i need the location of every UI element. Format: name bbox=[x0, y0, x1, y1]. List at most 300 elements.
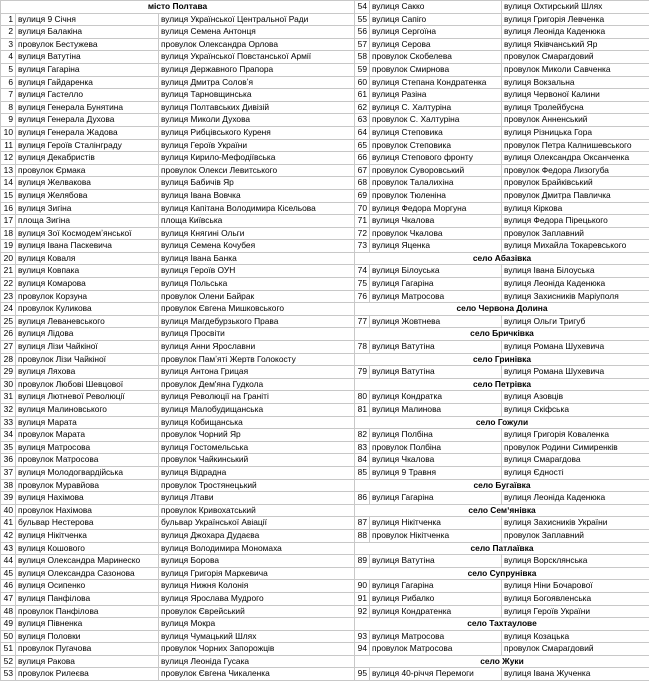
old-name-cell[interactable]: вулиця 40-річчя Перемоги bbox=[370, 668, 502, 681]
old-name-cell[interactable]: вулиця Чкалова bbox=[370, 454, 502, 467]
new-name-cell[interactable]: вулиця Чумацький Шлях bbox=[159, 630, 355, 643]
row-number-cell[interactable]: 27 bbox=[1, 341, 16, 354]
old-name-cell[interactable]: провулок Смирнова bbox=[370, 63, 502, 76]
new-name-cell[interactable]: вулиця Івана Вовчка bbox=[159, 189, 355, 202]
new-name-cell[interactable]: вулиця Державного Прапора bbox=[159, 63, 355, 76]
old-name-cell[interactable]: вулиця Гагаріна bbox=[370, 580, 502, 593]
old-name-cell[interactable]: вулиця Сакко bbox=[370, 1, 502, 14]
old-name-cell[interactable]: вулиця Олександра Сазонова bbox=[16, 567, 159, 580]
new-name-cell[interactable]: вулиця Гостомельська bbox=[159, 441, 355, 454]
new-name-cell[interactable]: вулиця Леоніда Каденюка bbox=[502, 26, 649, 39]
new-name-cell[interactable]: вулиця Просвіти bbox=[159, 328, 355, 341]
new-name-cell[interactable]: вулиця Магдебурзького Права bbox=[159, 315, 355, 328]
row-number-cell[interactable]: 36 bbox=[1, 454, 16, 467]
row-number-cell[interactable]: 44 bbox=[1, 555, 16, 568]
new-name-cell[interactable]: провулок Родини Симиренків bbox=[502, 441, 649, 454]
old-name-cell[interactable]: провулок Панфілова bbox=[16, 605, 159, 618]
row-number-cell[interactable]: 14 bbox=[1, 177, 16, 190]
old-name-cell[interactable]: вулиця Малинова bbox=[370, 404, 502, 417]
old-name-cell[interactable]: вулиця Разіна bbox=[370, 89, 502, 102]
new-name-cell[interactable]: вулиця Охтирський Шлях bbox=[502, 1, 649, 14]
row-number-cell[interactable]: 90 bbox=[355, 580, 370, 593]
row-number-cell[interactable]: 18 bbox=[1, 227, 16, 240]
row-number-cell[interactable]: 16 bbox=[1, 202, 16, 215]
old-name-cell[interactable]: вулиця Панфілова bbox=[16, 592, 159, 605]
section-header-cell[interactable]: село Тахтаулове bbox=[355, 618, 649, 631]
old-name-cell[interactable]: вулиця Генерала Жадова bbox=[16, 126, 159, 139]
row-number-cell[interactable]: 84 bbox=[355, 454, 370, 467]
new-name-cell[interactable]: провулок Євгена Мишковського bbox=[159, 303, 355, 316]
row-number-cell[interactable]: 48 bbox=[1, 605, 16, 618]
old-name-cell[interactable]: вулиця Зої Космодемʼянської bbox=[16, 227, 159, 240]
new-name-cell[interactable]: вулиця Романа Шухевича bbox=[502, 341, 649, 354]
row-number-cell[interactable]: 34 bbox=[1, 429, 16, 442]
old-name-cell[interactable]: вулиця Лідова bbox=[16, 328, 159, 341]
old-name-cell[interactable]: вулиця Ватутіна bbox=[370, 555, 502, 568]
new-name-cell[interactable]: провулок Олександра Орлова bbox=[159, 38, 355, 51]
old-name-cell[interactable]: вулиця Молодогвардійська bbox=[16, 466, 159, 479]
new-name-cell[interactable]: вулиця Романа Шухевича bbox=[502, 366, 649, 379]
old-name-cell[interactable]: вулиця Ковпака bbox=[16, 265, 159, 278]
old-name-cell[interactable]: вулиця Ракова bbox=[16, 655, 159, 668]
new-name-cell[interactable]: вулиця Семена Кочубея bbox=[159, 240, 355, 253]
new-name-cell[interactable]: провулок Чорних Запорожців bbox=[159, 643, 355, 656]
row-number-cell[interactable]: 74 bbox=[355, 265, 370, 278]
row-number-cell[interactable]: 72 bbox=[355, 227, 370, 240]
old-name-cell[interactable]: вулиця Білоуська bbox=[370, 265, 502, 278]
row-number-cell[interactable]: 68 bbox=[355, 177, 370, 190]
new-name-cell[interactable]: вулиця Різницька Гора bbox=[502, 126, 649, 139]
row-number-cell[interactable]: 39 bbox=[1, 492, 16, 505]
old-name-cell[interactable]: вулиця Ватутіна bbox=[370, 341, 502, 354]
new-name-cell[interactable]: провулок Чорний Яр bbox=[159, 429, 355, 442]
old-name-cell[interactable]: вулиця Гагаріна bbox=[16, 63, 159, 76]
old-name-cell[interactable]: вулиця Ватутіна bbox=[16, 51, 159, 64]
row-number-cell[interactable]: 78 bbox=[355, 341, 370, 354]
old-name-cell[interactable]: вулиця Яценка bbox=[370, 240, 502, 253]
old-name-cell[interactable]: вулиця Лютневої Революції bbox=[16, 391, 159, 404]
row-number-cell[interactable]: 40 bbox=[1, 504, 16, 517]
new-name-cell[interactable]: вулиця Малобудищанська bbox=[159, 404, 355, 417]
old-name-cell[interactable]: вулиця Гайдаренка bbox=[16, 76, 159, 89]
old-name-cell[interactable]: провулок Марата bbox=[16, 429, 159, 442]
new-name-cell[interactable]: вулиця Кобищанська bbox=[159, 416, 355, 429]
row-number-cell[interactable]: 29 bbox=[1, 366, 16, 379]
row-number-cell[interactable]: 24 bbox=[1, 303, 16, 316]
row-number-cell[interactable]: 8 bbox=[1, 101, 16, 114]
row-number-cell[interactable]: 4 bbox=[1, 51, 16, 64]
old-name-cell[interactable]: провулок С. Халтуріна bbox=[370, 114, 502, 127]
new-name-cell[interactable]: провулок Смарагдовий bbox=[502, 643, 649, 656]
new-name-cell[interactable]: вулиця Джохара Дудаєва bbox=[159, 529, 355, 542]
row-number-cell[interactable]: 1 bbox=[1, 13, 16, 26]
new-name-cell[interactable]: вулиця Червоної Калини bbox=[502, 89, 649, 102]
row-number-cell[interactable]: 62 bbox=[355, 101, 370, 114]
old-name-cell[interactable]: вулиця Зигіна bbox=[16, 202, 159, 215]
old-name-cell[interactable]: провулок Матросова bbox=[16, 454, 159, 467]
new-name-cell[interactable]: провулок Миколи Савченка bbox=[502, 63, 649, 76]
old-name-cell[interactable]: вулиця Полбіна bbox=[370, 429, 502, 442]
old-name-cell[interactable]: вулиця Серова bbox=[370, 38, 502, 51]
new-name-cell[interactable]: вулиця Миколи Духова bbox=[159, 114, 355, 127]
new-name-cell[interactable]: провулок Євгена Чикаленка bbox=[159, 668, 355, 681]
old-name-cell[interactable]: вулиця Нікітченка bbox=[370, 517, 502, 530]
old-name-cell[interactable]: вулиця Чкалова bbox=[370, 215, 502, 228]
new-name-cell[interactable]: вулиця Олександра Оксанченка bbox=[502, 152, 649, 165]
row-number-cell[interactable]: 60 bbox=[355, 76, 370, 89]
old-name-cell[interactable]: вулиця Генерала Духова bbox=[16, 114, 159, 127]
row-number-cell[interactable]: 20 bbox=[1, 252, 16, 265]
old-name-cell[interactable]: вулиця Сапіго bbox=[370, 13, 502, 26]
old-name-cell[interactable]: провулок Пугачова bbox=[16, 643, 159, 656]
row-number-cell[interactable]: 85 bbox=[355, 466, 370, 479]
row-number-cell[interactable]: 77 bbox=[355, 315, 370, 328]
row-number-cell[interactable]: 94 bbox=[355, 643, 370, 656]
row-number-cell[interactable]: 71 bbox=[355, 215, 370, 228]
old-name-cell[interactable]: вулиця Ляхова bbox=[16, 366, 159, 379]
new-name-cell[interactable]: вулиця Героїв України bbox=[159, 139, 355, 152]
new-name-cell[interactable]: вулиця Тролейбусна bbox=[502, 101, 649, 114]
section-header-cell[interactable]: село Бугаївка bbox=[355, 479, 649, 492]
old-name-cell[interactable]: вулиця Желябова bbox=[16, 189, 159, 202]
row-number-cell[interactable]: 22 bbox=[1, 278, 16, 291]
row-number-cell[interactable]: 23 bbox=[1, 290, 16, 303]
old-name-cell[interactable]: вулиця Декабристів bbox=[16, 152, 159, 165]
old-name-cell[interactable]: вулиця Івана Паскевича bbox=[16, 240, 159, 253]
row-number-cell[interactable]: 25 bbox=[1, 315, 16, 328]
section-header-cell[interactable]: село Гожули bbox=[355, 416, 649, 429]
new-name-cell[interactable]: провулок Олени Байрак bbox=[159, 290, 355, 303]
row-number-cell[interactable]: 91 bbox=[355, 592, 370, 605]
new-name-cell[interactable]: провулок Заплавний bbox=[502, 227, 649, 240]
row-number-cell[interactable]: 15 bbox=[1, 189, 16, 202]
old-name-cell[interactable]: вулиця Нікітченка bbox=[16, 529, 159, 542]
old-name-cell[interactable]: провулок Куликова bbox=[16, 303, 159, 316]
old-name-cell[interactable]: провулок Корзуна bbox=[16, 290, 159, 303]
old-name-cell[interactable]: провулок Полбіна bbox=[370, 441, 502, 454]
section-header-cell[interactable]: село Абазівка bbox=[355, 252, 649, 265]
new-name-cell[interactable]: вулиця Героїв ОУН bbox=[159, 265, 355, 278]
new-name-cell[interactable]: вулиця Єдності bbox=[502, 466, 649, 479]
new-name-cell[interactable]: вулиця Української Центральної Ради bbox=[159, 13, 355, 26]
section-header-cell[interactable]: село Семʼянівка bbox=[355, 504, 649, 517]
row-number-cell[interactable]: 42 bbox=[1, 529, 16, 542]
row-number-cell[interactable]: 35 bbox=[1, 441, 16, 454]
section-header-cell[interactable]: село Петрівка bbox=[355, 378, 649, 391]
row-number-cell[interactable]: 57 bbox=[355, 38, 370, 51]
old-name-cell[interactable]: площа Зигіна bbox=[16, 215, 159, 228]
new-name-cell[interactable]: бульвар Української Авіації bbox=[159, 517, 355, 530]
new-name-cell[interactable]: провулок Памʼяті Жертв Голокосту bbox=[159, 353, 355, 366]
new-name-cell[interactable]: вулиця Борова bbox=[159, 555, 355, 568]
row-number-cell[interactable]: 30 bbox=[1, 378, 16, 391]
new-name-cell[interactable]: вулиця Михайла Токаревського bbox=[502, 240, 649, 253]
row-number-cell[interactable]: 13 bbox=[1, 164, 16, 177]
new-name-cell[interactable]: провулок Дем'яна Гудкола bbox=[159, 378, 355, 391]
row-number-cell[interactable]: 58 bbox=[355, 51, 370, 64]
row-number-cell[interactable]: 21 bbox=[1, 265, 16, 278]
new-name-cell[interactable]: вулиця Ольги Тригуб bbox=[502, 315, 649, 328]
old-name-cell[interactable]: вулиця Коваля bbox=[16, 252, 159, 265]
new-name-cell[interactable]: вулиця Захисників України bbox=[502, 517, 649, 530]
old-name-cell[interactable]: провулок Нахімова bbox=[16, 504, 159, 517]
row-number-cell[interactable]: 6 bbox=[1, 76, 16, 89]
row-number-cell[interactable]: 31 bbox=[1, 391, 16, 404]
old-name-cell[interactable]: вулиця Кошового bbox=[16, 542, 159, 555]
row-number-cell[interactable]: 69 bbox=[355, 189, 370, 202]
row-number-cell[interactable]: 47 bbox=[1, 592, 16, 605]
section-header-cell[interactable]: село Патлаївка bbox=[355, 542, 649, 555]
row-number-cell[interactable]: 46 bbox=[1, 580, 16, 593]
old-name-cell[interactable]: вулиця Степового фронту bbox=[370, 152, 502, 165]
new-name-cell[interactable]: вулиця Івана Білоуська bbox=[502, 265, 649, 278]
row-number-cell[interactable]: 87 bbox=[355, 517, 370, 530]
old-name-cell[interactable]: провулок Муравйова bbox=[16, 479, 159, 492]
new-name-cell[interactable]: провулок Дмитра Павличка bbox=[502, 189, 649, 202]
new-name-cell[interactable]: вулиця Полтавських Дивізій bbox=[159, 101, 355, 114]
new-name-cell[interactable]: вулиця Анни Ярославни bbox=[159, 341, 355, 354]
old-name-cell[interactable]: вулиця Федора Моргуна bbox=[370, 202, 502, 215]
old-name-cell[interactable]: вулиця Генерала Бунятина bbox=[16, 101, 159, 114]
new-name-cell[interactable]: вулиця Івана Жученка bbox=[502, 668, 649, 681]
row-number-cell[interactable]: 51 bbox=[1, 643, 16, 656]
old-name-cell[interactable]: вулиця Героїв Сталінграду bbox=[16, 139, 159, 152]
row-number-cell[interactable]: 45 bbox=[1, 567, 16, 580]
old-name-cell[interactable]: вулиця Ватутіна bbox=[370, 366, 502, 379]
new-name-cell[interactable]: вулиця Федора Пірецького bbox=[502, 215, 649, 228]
new-name-cell[interactable]: вулиця Семена Антонця bbox=[159, 26, 355, 39]
new-name-cell[interactable]: вулиця Героїв України bbox=[502, 605, 649, 618]
new-name-cell[interactable]: вулиця Кіркова bbox=[502, 202, 649, 215]
row-number-cell[interactable]: 5 bbox=[1, 63, 16, 76]
row-number-cell[interactable]: 64 bbox=[355, 126, 370, 139]
row-number-cell[interactable]: 89 bbox=[355, 555, 370, 568]
row-number-cell[interactable]: 61 bbox=[355, 89, 370, 102]
new-name-cell[interactable]: вулиця Володимира Мономаха bbox=[159, 542, 355, 555]
section-header-cell[interactable]: село Супрунівка bbox=[355, 567, 649, 580]
old-name-cell[interactable]: провулок Чкалова bbox=[370, 227, 502, 240]
new-name-cell[interactable]: вулиця Григорія Левченка bbox=[502, 13, 649, 26]
row-number-cell[interactable]: 92 bbox=[355, 605, 370, 618]
old-name-cell[interactable]: провулок Тюленіна bbox=[370, 189, 502, 202]
new-name-cell[interactable]: вулиця Антона Грицая bbox=[159, 366, 355, 379]
old-name-cell[interactable]: вулиця Нахімова bbox=[16, 492, 159, 505]
row-number-cell[interactable]: 41 bbox=[1, 517, 16, 530]
new-name-cell[interactable]: вулиця Кирило-Мефодіївська bbox=[159, 152, 355, 165]
row-number-cell[interactable]: 66 bbox=[355, 152, 370, 165]
new-name-cell[interactable]: провулок Смарагдовий bbox=[502, 51, 649, 64]
old-name-cell[interactable]: вулиця С. Халтуріна bbox=[370, 101, 502, 114]
old-name-cell[interactable]: провулок Степовика bbox=[370, 139, 502, 152]
section-header-cell[interactable]: місто Полтава bbox=[1, 1, 355, 14]
new-name-cell[interactable]: провулок Заплавний bbox=[502, 529, 649, 542]
section-header-row bbox=[355, 378, 649, 391]
old-name-cell[interactable]: вулиця Леваневського bbox=[16, 315, 159, 328]
old-name-cell[interactable]: вулиця Балакіна bbox=[16, 26, 159, 39]
row-number-cell[interactable]: 26 bbox=[1, 328, 16, 341]
new-name-cell[interactable]: вулиця Козацька bbox=[502, 630, 649, 643]
old-name-cell[interactable]: вулиця Степовика bbox=[370, 126, 502, 139]
old-name-cell[interactable]: провулок Любові Шевцової bbox=[16, 378, 159, 391]
section-header-cell[interactable]: село Гринівка bbox=[355, 353, 649, 366]
row-number-cell[interactable]: 81 bbox=[355, 404, 370, 417]
old-name-cell[interactable]: провулок Матросова bbox=[370, 643, 502, 656]
old-name-cell[interactable]: вулиця 9 Травня bbox=[370, 466, 502, 479]
row-number-cell[interactable]: 86 bbox=[355, 492, 370, 505]
new-name-cell[interactable]: вулиця Бабичів Яр bbox=[159, 177, 355, 190]
new-name-cell[interactable]: вулиця Відрадна bbox=[159, 466, 355, 479]
old-name-cell[interactable]: вулиця Сергоїна bbox=[370, 26, 502, 39]
new-name-cell[interactable]: вулиця Рибцівського Куреня bbox=[159, 126, 355, 139]
row-number-cell[interactable]: 38 bbox=[1, 479, 16, 492]
new-name-cell[interactable]: площа Київська bbox=[159, 215, 355, 228]
old-name-cell[interactable]: вулиця Кондратка bbox=[370, 391, 502, 404]
old-name-cell[interactable]: вулиця Половки bbox=[16, 630, 159, 643]
new-name-cell[interactable]: провулок Федора Лизогуба bbox=[502, 164, 649, 177]
old-name-cell[interactable]: провулок Суворовський bbox=[370, 164, 502, 177]
row-number-cell[interactable]: 65 bbox=[355, 139, 370, 152]
row-number-cell[interactable]: 54 bbox=[355, 1, 370, 14]
new-name-cell[interactable]: вулиця Мокра bbox=[159, 618, 355, 631]
old-name-cell[interactable]: бульвар Нестерова bbox=[16, 517, 159, 530]
old-name-cell[interactable]: вулиця Комарова bbox=[16, 278, 159, 291]
old-name-cell[interactable]: вулиця Желваковa bbox=[16, 177, 159, 190]
new-name-cell[interactable]: провулок Єврейський bbox=[159, 605, 355, 618]
row-number-cell[interactable]: 53 bbox=[1, 668, 16, 681]
new-name-cell[interactable]: вулиця Леоніда Каденюка bbox=[502, 278, 649, 291]
new-name-cell[interactable]: вулиця Леоніда Гусака bbox=[159, 655, 355, 668]
new-name-cell[interactable]: вулиця Григорія Маркевича bbox=[159, 567, 355, 580]
new-name-cell[interactable]: вулиця Азовців bbox=[502, 391, 649, 404]
row-number-cell[interactable]: 70 bbox=[355, 202, 370, 215]
old-name-cell[interactable]: вулиця Лізи Чайкіної bbox=[16, 341, 159, 354]
new-name-cell[interactable]: вулиця Нижня Колонія bbox=[159, 580, 355, 593]
old-name-cell[interactable]: провулок Талалихіна bbox=[370, 177, 502, 190]
new-name-cell[interactable]: вулиця Вокзальна bbox=[502, 76, 649, 89]
old-name-cell[interactable]: провулок Бестужева bbox=[16, 38, 159, 51]
row-number-cell[interactable]: 9 bbox=[1, 114, 16, 127]
old-name-cell[interactable]: вулиця Марата bbox=[16, 416, 159, 429]
new-name-cell[interactable]: вулиця Ніни Бочарової bbox=[502, 580, 649, 593]
new-name-cell[interactable]: провулок Олекси Левитського bbox=[159, 164, 355, 177]
old-name-cell[interactable]: вулиця Рибалко bbox=[370, 592, 502, 605]
old-name-cell[interactable]: провулок Нікітченка bbox=[370, 529, 502, 542]
new-name-cell[interactable]: вулиця Дмитра Соловʼя bbox=[159, 76, 355, 89]
old-name-cell[interactable]: провулок Єрмака bbox=[16, 164, 159, 177]
new-name-cell[interactable]: вулиця Тарновщинська bbox=[159, 89, 355, 102]
row-number-cell[interactable]: 95 bbox=[355, 668, 370, 681]
new-name-cell[interactable]: вулиця Капітана Володимира Кісельова bbox=[159, 202, 355, 215]
new-name-cell[interactable]: вулиця Польська bbox=[159, 278, 355, 291]
row-number-cell[interactable]: 73 bbox=[355, 240, 370, 253]
row-number-cell[interactable]: 67 bbox=[355, 164, 370, 177]
section-header-cell[interactable]: село Жуки bbox=[355, 655, 649, 668]
row-number-cell[interactable]: 49 bbox=[1, 618, 16, 631]
old-name-cell[interactable]: вулиця 9 Січня bbox=[16, 13, 159, 26]
new-name-cell[interactable]: вулиця Яківчанський Яр bbox=[502, 38, 649, 51]
row-number-cell[interactable]: 82 bbox=[355, 429, 370, 442]
new-name-cell[interactable]: провулок Брайківський bbox=[502, 177, 649, 190]
old-name-cell[interactable]: вулиця Гагаріна bbox=[370, 492, 502, 505]
old-name-cell[interactable]: вулиця Жовтнева bbox=[370, 315, 502, 328]
row-number-cell[interactable]: 10 bbox=[1, 126, 16, 139]
row-number-cell[interactable]: 52 bbox=[1, 655, 16, 668]
new-name-cell[interactable]: вулиця Ворсклянська bbox=[502, 555, 649, 568]
row-number-cell[interactable]: 11 bbox=[1, 139, 16, 152]
table-row bbox=[355, 341, 649, 354]
row-number-cell[interactable]: 37 bbox=[1, 466, 16, 479]
old-name-cell[interactable]: вулиця Степана Кондратенка bbox=[370, 76, 502, 89]
row-number-cell[interactable]: 76 bbox=[355, 290, 370, 303]
new-name-cell[interactable]: провулок Кривохатський bbox=[159, 504, 355, 517]
row-number-cell[interactable]: 55 bbox=[355, 13, 370, 26]
row-number-cell[interactable]: 2 bbox=[1, 26, 16, 39]
row-number-cell[interactable]: 19 bbox=[1, 240, 16, 253]
old-name-cell[interactable]: провулок Лізи Чайкіної bbox=[16, 353, 159, 366]
old-name-cell[interactable]: вулиця Осипенко bbox=[16, 580, 159, 593]
row-number-cell[interactable]: 17 bbox=[1, 215, 16, 228]
new-name-cell[interactable]: вулиця Захисників Маріуполя bbox=[502, 290, 649, 303]
new-name-cell[interactable]: провулок Петра Калнишевського bbox=[502, 139, 649, 152]
new-name-cell[interactable]: вулиця Івана Банка bbox=[159, 252, 355, 265]
row-number-cell[interactable]: 7 bbox=[1, 89, 16, 102]
new-name-cell[interactable]: вулиця Скіфська bbox=[502, 404, 649, 417]
row-number-cell[interactable]: 3 bbox=[1, 38, 16, 51]
new-name-cell[interactable]: вулиця Смарагдова bbox=[502, 454, 649, 467]
old-name-cell[interactable]: провулок Рилеєва bbox=[16, 668, 159, 681]
row-number-cell[interactable]: 79 bbox=[355, 366, 370, 379]
new-name-cell[interactable]: провулок Анненський bbox=[502, 114, 649, 127]
row-number-cell[interactable]: 93 bbox=[355, 630, 370, 643]
new-name-cell[interactable]: вулиця Української Повстанської Армії bbox=[159, 51, 355, 64]
old-name-cell[interactable]: вулиця Гастелло bbox=[16, 89, 159, 102]
new-name-cell[interactable]: вулиця Лтави bbox=[159, 492, 355, 505]
row-number-cell[interactable]: 63 bbox=[355, 114, 370, 127]
row-number-cell[interactable]: 28 bbox=[1, 353, 16, 366]
row-number-cell[interactable]: 32 bbox=[1, 404, 16, 417]
row-number-cell[interactable]: 75 bbox=[355, 278, 370, 291]
row-number-cell[interactable]: 59 bbox=[355, 63, 370, 76]
old-name-cell[interactable]: вулиця Гагаріна bbox=[370, 278, 502, 291]
old-name-cell[interactable]: вулиця Матросова bbox=[16, 441, 159, 454]
row-number-cell[interactable]: 43 bbox=[1, 542, 16, 555]
new-name-cell[interactable]: вулиця Богоявленська bbox=[502, 592, 649, 605]
row-number-cell[interactable]: 56 bbox=[355, 26, 370, 39]
new-name-cell[interactable]: провулок Тростянецький bbox=[159, 479, 355, 492]
new-name-cell[interactable]: вулиця Леоніда Каденюка bbox=[502, 492, 649, 505]
section-header-cell[interactable]: село Червона Долина bbox=[355, 303, 649, 316]
old-name-cell[interactable]: вулиця Кондратенка bbox=[370, 605, 502, 618]
old-name-cell[interactable]: вулиця Матросова bbox=[370, 630, 502, 643]
row-number-cell[interactable]: 12 bbox=[1, 152, 16, 165]
row-number-cell[interactable]: 83 bbox=[355, 441, 370, 454]
new-name-cell[interactable]: вулиця Ярослава Мудрого bbox=[159, 592, 355, 605]
new-name-cell[interactable]: вулиця Революції на Граніті bbox=[159, 391, 355, 404]
old-name-cell[interactable]: провулок Скобелева bbox=[370, 51, 502, 64]
old-name-cell[interactable]: вулиця Матросова bbox=[370, 290, 502, 303]
row-number-cell[interactable]: 80 bbox=[355, 391, 370, 404]
row-number-cell[interactable]: 33 bbox=[1, 416, 16, 429]
old-name-cell[interactable]: вулиця Півненка bbox=[16, 618, 159, 631]
new-name-cell[interactable]: провулок Чайкинський bbox=[159, 454, 355, 467]
new-name-cell[interactable]: вулиця Княгині Ольги bbox=[159, 227, 355, 240]
section-header-cell[interactable]: село Бричківка bbox=[355, 328, 649, 341]
row-number-cell[interactable]: 88 bbox=[355, 529, 370, 542]
old-name-cell[interactable]: вулиця Малиновського bbox=[16, 404, 159, 417]
old-name-cell[interactable]: вулиця Олександра Маринеско bbox=[16, 555, 159, 568]
row-number-cell[interactable]: 50 bbox=[1, 630, 16, 643]
new-name-cell[interactable]: вулиця Григорія Коваленка bbox=[502, 429, 649, 442]
